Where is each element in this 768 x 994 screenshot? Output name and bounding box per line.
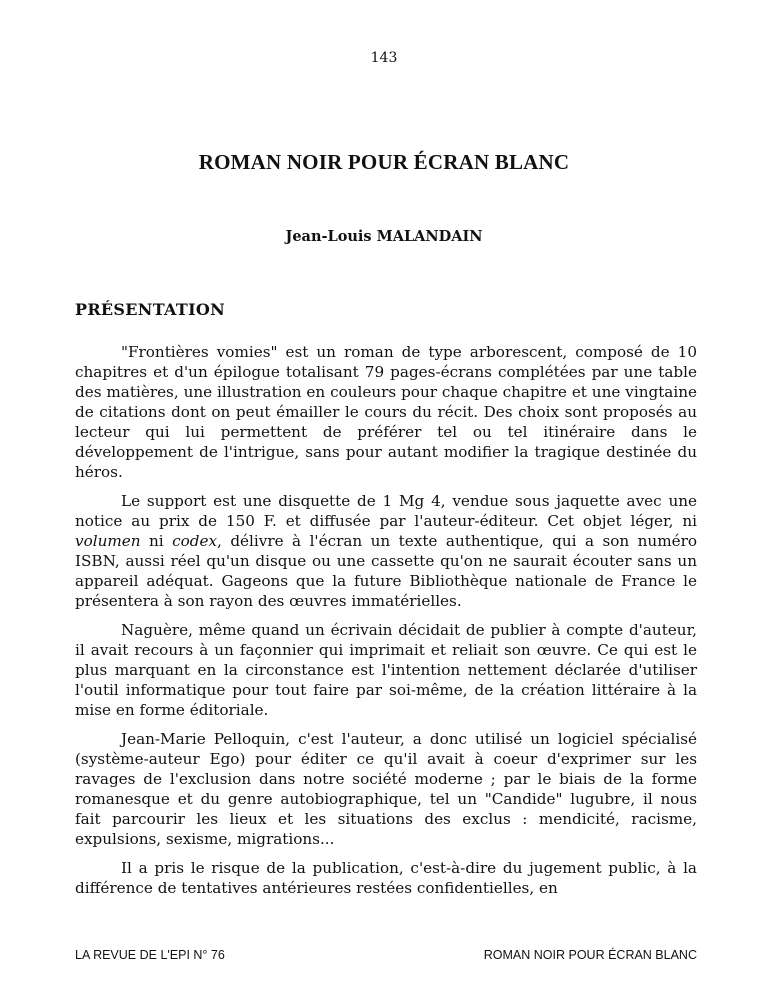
text-run: Naguère, même quand un écrivain décidait de publier à compte d'auteur, il avait recours à un façonnier qui imprimait et reliait son œuvre. Ce qui est le plus marquant en la circonstance est l'intention nettement déclarée d'utiliser l'outil informatique pour tout faire par soi-même, de la création littéraire à la mise en forme éditoriale. — [75, 621, 697, 719]
italic-term: codex — [172, 532, 218, 550]
text-run: ni — [140, 532, 173, 550]
paragraph-4 — [75, 729, 697, 849]
footer-journal: LA REVUE DE L'EPI N° 76 — [75, 948, 225, 962]
article-body — [75, 342, 697, 907]
text-run: , délivre à l'écran un texte authentique, qui a son numéro ISBN, aussi réel qu'un disque ou une cassette qu'on ne saurait écouter sans un appareil adéquat. Gageons que la future Bibliothèque nationale de France le présentera à son rayon des œuvres immatérielles. — [75, 532, 697, 610]
page-number: 143 — [370, 50, 398, 66]
article-author: Jean-Louis MALANDAIN — [285, 228, 483, 245]
footer-running-title: ROMAN NOIR POUR ÉCRAN BLANC — [483, 948, 697, 962]
text-run: "Frontières vomies" est un roman de type arborescent, composé de 10 chapitres et d'un épilogue totalisant 79 pages-écrans complétées par une table des matières, une illustration en couleurs pour chaque chapitre et une vingtaine de citations dont on peut émailler le cours du récit. Des choix sont proposés au lecteur qui lui permettent de préférer tel ou tel itinéraire dans le développement de l'intrigue, sans pour autant modifier la tragique destinée du héros. — [75, 343, 697, 481]
paragraph-3 — [75, 620, 697, 720]
paragraph-2 — [75, 491, 697, 611]
text-run: Jean-Marie Pelloquin, c'est l'auteur, a donc utilisé un logiciel spécialisé (système-auteur Ego) pour éditer ce qu'il avait à coeur d'exprimer sur les ravages de l'exclusion dans notre société moderne ; par le biais de la forme romanesque et du genre autobiographique, tel un "Candide" lugubre, il nous fait parcourir les lieux et les situations des exclus : mendicité, racisme, expulsions, sexisme, migrations... — [75, 730, 697, 848]
article-title: ROMAN NOIR POUR ÉCRAN BLANC — [198, 150, 570, 174]
paragraph-5 — [75, 858, 697, 898]
text-run: Le support est une disquette de 1 Mg 4, vendue sous jaquette avec une notice au prix de 150 F. et diffusée par l'auteur-éditeur. Cet objet léger, ni — [75, 492, 697, 530]
paragraph-1 — [75, 342, 697, 482]
italic-term: volumen — [75, 532, 141, 550]
text-run: Il a pris le risque de la publication, c'est-à-dire du jugement public, à la différence de tentatives antérieures restées confidentielles, en — [75, 859, 697, 897]
section-heading: PRÉSENTATION — [75, 300, 226, 319]
page-footer — [75, 948, 697, 962]
